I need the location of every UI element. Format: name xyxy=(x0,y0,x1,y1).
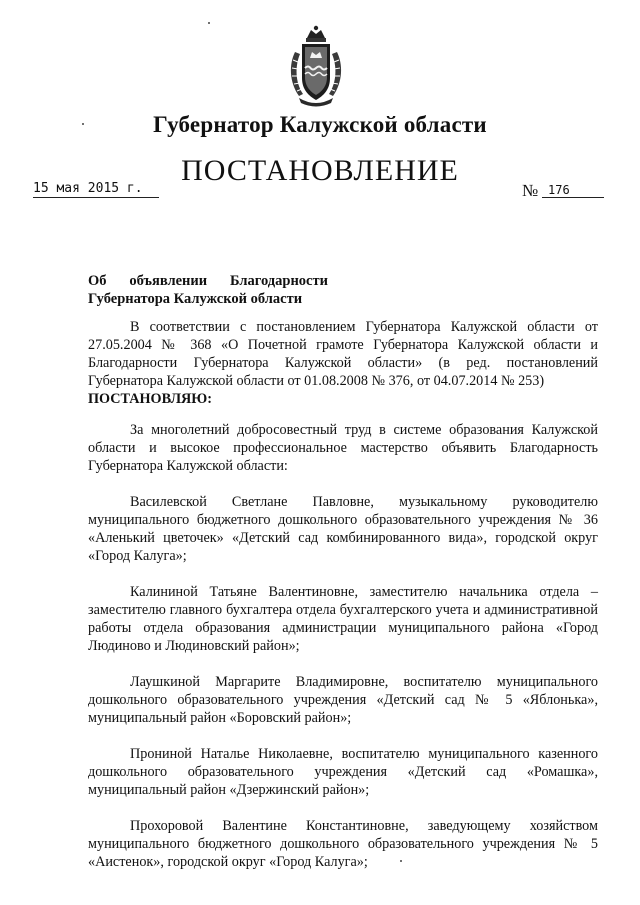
scan-speck xyxy=(208,22,210,24)
issuer-title: Губернатор Калужской области xyxy=(153,112,487,137)
recipient-paragraph: Василевской Светлане Павловне, музыкальному руководителю муниципального бюджетного дошкольного образовательного учреждения № 36 «Аленький цветочек» «Детский сад комбинированного вида», городской округ «Город Калуга»; xyxy=(88,494,598,564)
subject-word: Благодарности xyxy=(229,273,328,289)
kaluga-coat-of-arms-icon xyxy=(285,24,347,108)
subject-word: объявлении xyxy=(129,273,208,289)
document-body xyxy=(88,318,598,871)
decree-word: ПОСТАНОВЛЯЮ: xyxy=(88,391,213,407)
preamble-paragraph: В соответствии с постановлением Губернатора Калужской области от 27.05.2004 № 368 «О Почетной грамоте Губернатора Калужской области и Благодарности Губернатора Калужской области» (в ред. постановлений Губернатора Калужской области от 01.08.2008 № 376, от 04.07.2014 № 253) xyxy=(88,319,598,389)
number-label: № xyxy=(522,181,539,200)
document-number: 176 xyxy=(542,183,604,198)
subject-line-2: Губернатора Калужской области xyxy=(88,291,303,307)
subject-word: Об xyxy=(88,273,107,289)
document-subject xyxy=(88,272,328,308)
recipient-paragraph: Калининой Татьяне Валентиновне, заместителю начальника отдела – заместителю главного бухгалтера отдела бухгалтерского учета и административной работы отдела образования администрации муниципального района «Город Людиново и Людиновский район»; xyxy=(88,584,598,654)
document-type: ПОСТАНОВЛЕНИЕ xyxy=(181,154,459,187)
recipient-paragraph: Прохоровой Валентине Константиновне, заведующему хозяйством муниципального бюджетного дошкольного образовательного учреждения № 5 «Аистенок», городской округ «Город Калуга»; xyxy=(88,818,598,870)
scan-speck xyxy=(400,860,402,862)
intro-paragraph: За многолетний добросовестный труд в системе образования Калужской области и высокое профессиональное мастерство объявить Благодарность Губернатора Калужской области: xyxy=(88,422,598,474)
recipient-paragraph: Прониной Наталье Николаевне, воспитателю муниципального казенного дошкольного образовательного учреждения «Детский сад «Ромашка», муниципальный район «Дзержинский район»; xyxy=(88,746,598,798)
document-date: 15 мая 2015 г. xyxy=(33,181,159,198)
recipient-paragraph: Лаушкиной Маргарите Владимировне, воспитателю муниципального дошкольного образовательного учреждения «Детский сад № 5 «Яблонька», муниципальный район «Боровский район»; xyxy=(88,674,598,726)
subject-line-1 xyxy=(88,272,328,290)
scan-speck xyxy=(82,123,84,125)
